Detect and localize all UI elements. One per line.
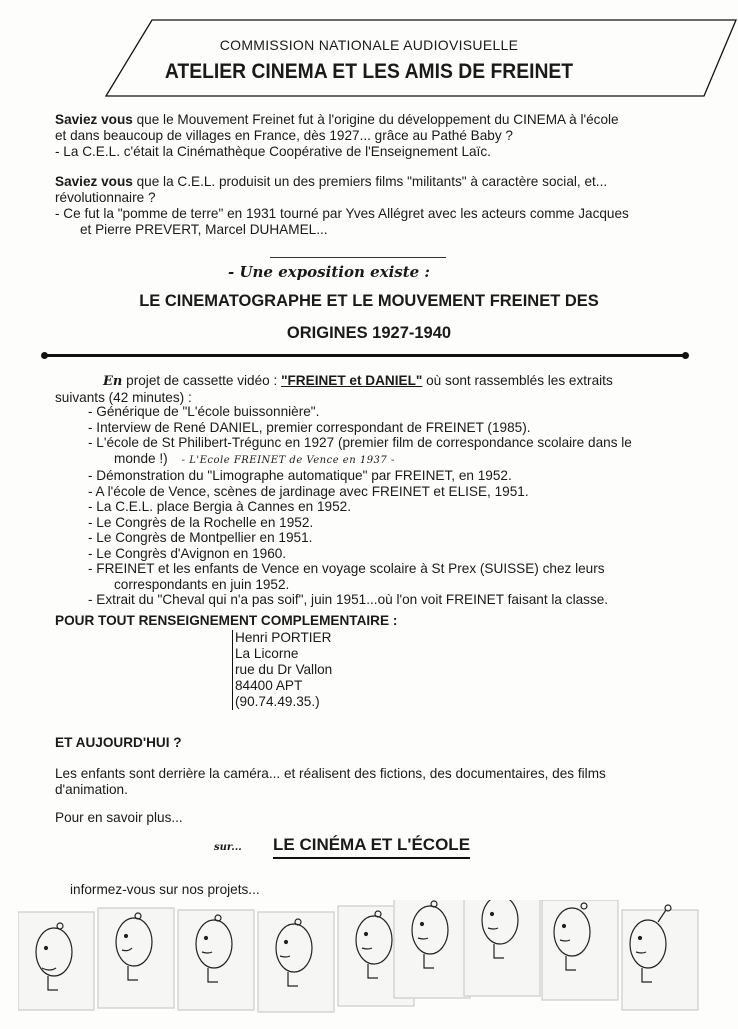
handwritten-en: En [103,374,123,389]
video-intro [55,373,715,405]
contact-heading: POUR TOUT RENSEIGNEMENT COMPLEMENTAIRE : [55,613,398,628]
intro-text: - Ce fut la "pomme de terre" en 1931 tourné par Yves Allégret avec les acteurs comme Jacques [55,206,629,221]
video-intro-text: où sont rassemblés les extraits [422,373,613,388]
section-divider [45,354,685,357]
exposition-handwritten: - Une exposition existe : [228,263,430,281]
today-text: Les enfants sont derrière la caméra... et réalisent des fictions, des documentaires, des films [55,766,606,781]
list-item: - Le Congrès de la Rochelle en 1952. [88,514,314,530]
contact-line: La Licorne [235,646,299,661]
contact-line: Henri PORTIER [235,630,332,645]
cinema-ecole-title: LE CINÉMA ET L'ÉCOLE [273,835,470,859]
flipbook-egg-character-icon [18,900,718,1020]
header-title: ATELIER CINEMA ET LES AMIS DE FREINET [164,60,574,83]
today-heading: ET AUJOURD'HUI ? [55,735,182,750]
handwritten-note: - L'Ecole FREINET de Vence en 1937 - [181,454,395,466]
list-item: - Démonstration du "Limographe automatique" par FREINET, en 1952. [88,468,512,483]
intro-paragraph-2 [55,174,705,238]
intro-text: et dans beaucoup de villages en France, dès 1927... grâce au Pathé Baby ? [55,128,513,143]
handwritten-sur: sur... [214,842,242,853]
contact-line: rue du Dr Vallon [235,662,333,677]
list-item: - L'école de St Philibert-Trégunc en 1927 (premier film de correspondance scolaire dans le [88,435,632,450]
list-item [88,451,708,469]
video-title: "FREINET et DANIEL" [281,373,423,388]
today-text: d'animation. [55,782,128,797]
list-item: - Générique de "L'école buissonnière". [88,404,320,419]
list-item: - Extrait du "Cheval qui n'a pas soif", juin 1951...où l'on voit FREINET faisant la classe. [88,592,609,607]
video-intro-text: suivants (42 minutes) : [55,389,192,405]
header-frame [104,18,738,98]
video-extracts-list [88,404,708,608]
contact-address [232,630,332,710]
exposition-title-line1: LE CINEMATOGRAPHE ET LE MOUVEMENT FREINET DES [139,292,599,310]
list-item: - FREINET et les enfants de Vence en voyage scolaire à St Prex (SUISSE) chez leurs [88,561,605,576]
list-item: - La C.E.L. place Bergia à Cannes en 1952. [88,499,351,514]
exposition-underline [270,257,446,258]
intro-text: que la C.E.L. produisit un des premiers films "militants" à caractère social, et... [132,174,608,189]
list-item: - A l'école de Vence, scènes de jardinage avec FREINET et ELISE, 1951. [88,483,529,499]
list-item: - Le Congrès de Montpellier en 1951. [88,530,313,545]
exposition-title-line2: ORIGINES 1927-1940 [286,324,452,342]
lead-saviez-vous: Saviez vous [55,112,133,127]
today-more: Pour en savoir plus... [55,810,183,825]
header-subtitle: COMMISSION NATIONALE AUDIOVISUELLE [219,37,519,53]
projects-text: informez-vous sur nos projets... [70,882,260,897]
intro-paragraph-1 [55,112,705,160]
list-item: correspondants en juin 1952. [114,576,290,592]
video-intro-text: projet de cassette vidéo : [122,373,282,388]
intro-text: que le Mouvement Freinet fut à l'origine du développement du CINEMA à l'école [132,112,619,127]
lead-saviez-vous: Saviez vous [55,174,133,189]
intro-text: révolutionnaire ? [55,190,156,205]
today-paragraph [55,766,705,798]
list-item: - Le Congrès d'Avignon en 1960. [88,545,287,561]
contact-line: 84400 APT [235,678,303,693]
list-item: - Interview de René DANIEL, premier correspondant de FREINET (1985). [88,419,531,435]
intro-text: et Pierre PREVERT, Marcel DUHAMEL... [80,222,328,237]
contact-line: (90.74.49.35.) [235,694,320,709]
intro-text: - La C.E.L. c'était la Cinémathèque Coopérative de l'Enseignement Laïc. [55,144,491,159]
list-item-text: monde !) [114,450,168,466]
